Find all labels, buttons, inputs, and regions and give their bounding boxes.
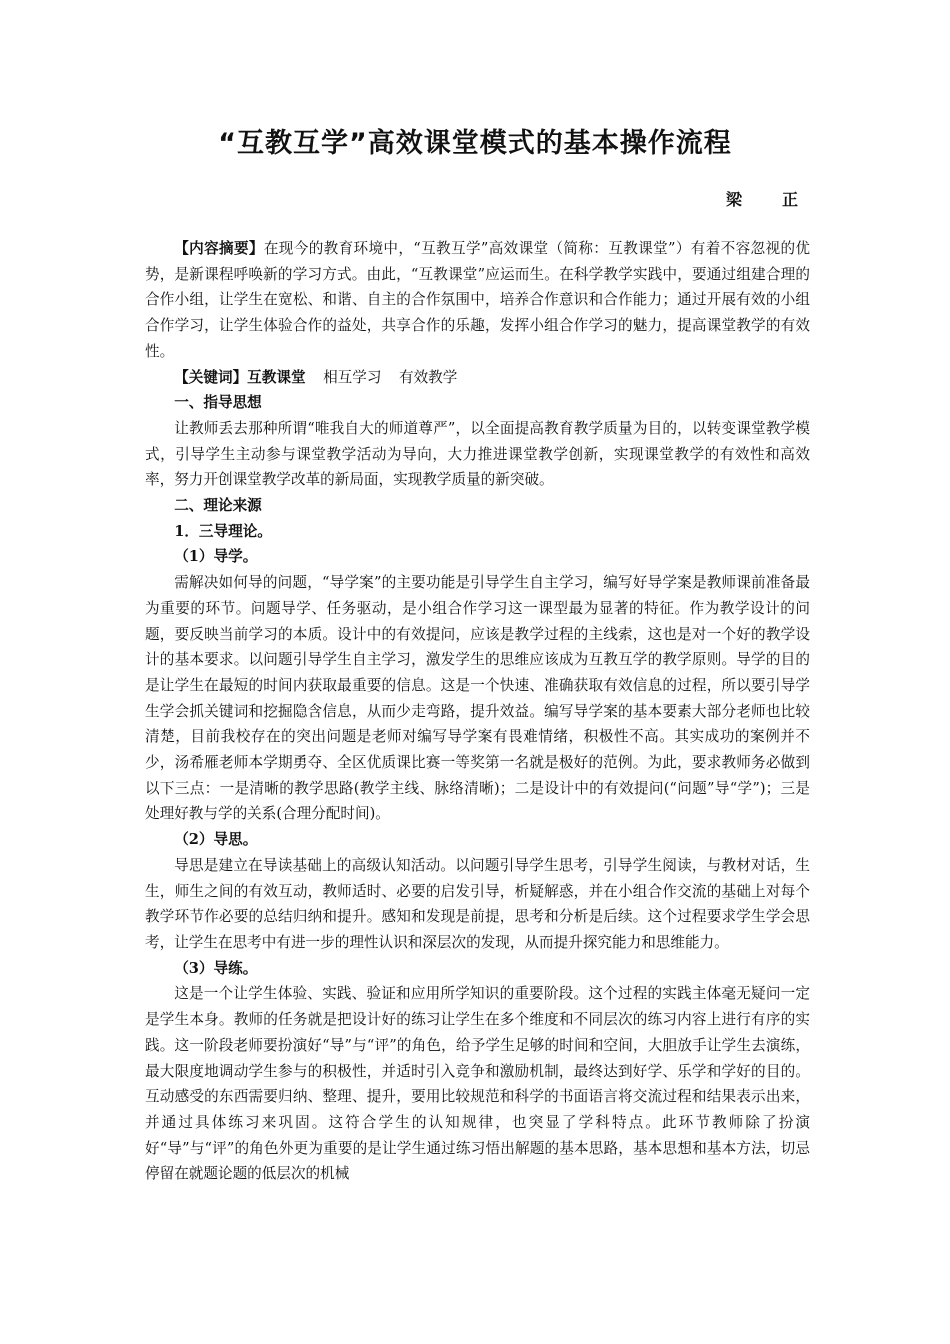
item-paragraph: 导思是建立在导读基础上的高级认知活动。以问题引导学生思考，引导学生阅读，与教材对话，生生，师生之间的有效互动，教师适时、必要的启发引导，析疑解惑，并在小组合作交流的基础上对每个教学环节作必要的总结归纳和提升。感知和发现是前提，思考和分析是后续。这个过程要求学生学会思考，让学生在思考中有进一步的理性认识和深层次的发现，从而提升探究能力和思维能力。	[145, 856, 810, 951]
item-heading: （2）导思。	[174, 831, 258, 849]
keyword: 有效教学	[398, 368, 458, 386]
item-paragraph: 这是一个让学生体验、实践、验证和应用所学知识的重要阶段。这个过程的实践主体毫无疑问一定是学生本身。教师的任务就是把设计好的练习让学生在多个维度和不同层次的练习内容上进行有序的实践。这一阶段老师要扮演好“导”与“评”的角色，给予学生足够的时间和空间，大胆放手让学生去演练，最大限度地调动学生参与的积极性，并适时引入竞争和激励机制，最终达到好学、乐学和学好的目的。互动感受的东西需要归纳、整理、提升，要用比较规范和科学的书面语言将交流过程和结果表示出来，并通过具体练习来巩固。这符合学生的认知规律，也突显了学科特点。此环节教师除了扮演好“导”与“评”的角色外更为重要的是让学生通过练习悟出解题的基本思路，基本思想和基本方法，切忌停留在就题论题的低层次的机械	[145, 985, 810, 1183]
item-paragraph: 需解决如何导的问题，“导学案”的主要功能是引导学生自主学习，编写好导学案是教师课前准备最为重要的环节。问题导学、任务驱动，是小组合作学习这一课型最为显著的特征。作为教学设计的问题，要反映当前学习的本质。设计中的有效提问，应该是教学过程的主线索，这也是对一个好的教学设计的基本要求。以问题引导学生自主学习，激发学生的思维应该成为互教互学的教学原则。导学的目的是让学生在最短的时间内获取最重要的信息。这是一个快速、准确获取有效信息的过程，所以要引导学生学会抓关键词和挖掘隐含信息，从而少走弯路，提升效益。编写导学案的基本要素大部分老师也比较清楚，目前我校存在的突出问题是老师对编写导学案有畏难情绪，积极性不高。其实成功的案例并不少，汤希雁老师本学期勇夺、全区优质课比赛一等奖第一名就是极好的范例。为此，要求教师务必做到以下三点：一是清晰的教学思路(教学主线、脉络清晰)；二是设计中的有效提问(“问题”导“学”)；三是处理好教与学的关系(合理分配时间)。	[145, 574, 810, 823]
abstract-paragraph	[145, 236, 810, 365]
keyword: 互教课堂	[247, 368, 306, 386]
abstract-label: 【内容摘要】	[174, 240, 264, 257]
subsection-heading: 1．三导理论。	[174, 522, 272, 540]
section-heading: 二、理论来源	[174, 497, 262, 515]
page-title: “互教互学”高效课堂模式的基本操作流程	[218, 128, 732, 159]
keyword: 相互学习	[323, 368, 382, 386]
keywords-label: 【关键词】	[174, 368, 248, 386]
item-heading: （3）导练。	[174, 959, 258, 977]
document-body	[145, 236, 810, 1187]
keywords-paragraph	[145, 365, 810, 391]
author-name: 梁 正	[725, 190, 810, 209]
section-paragraph: 让教师丢去那种所谓“唯我自大的师道尊严”，以全面提高教育教学质量为目的，以转变课堂教学模式，引导学生主动参与课堂教学活动为导向，大力推进课堂教学创新，实现课堂教学的有效性和高效率，努力开创课堂教学改革的新局面，实现教学质量的新突破。	[145, 419, 810, 489]
item-heading: （1）导学。	[174, 548, 258, 566]
abstract-text: 在现今的教育环境中，“互教互学”高效课堂（简称：互教课堂”）有着不容忽视的优势，是新课程呼唤新的学习方式。由此，“互教课堂”应运而生。在科学教学实践中，要通过组建合理的合作小组，让学生在宽松、和谐、自主的合作氛围中，培养合作意识和合作能力；通过开展有效的小组合作学习，让学生体验合作的益处，共享合作的乐趣，发挥小组合作学习的魅力，提高课堂教学的有效性。	[145, 240, 810, 360]
section-heading: 一、指导思想	[174, 394, 262, 412]
